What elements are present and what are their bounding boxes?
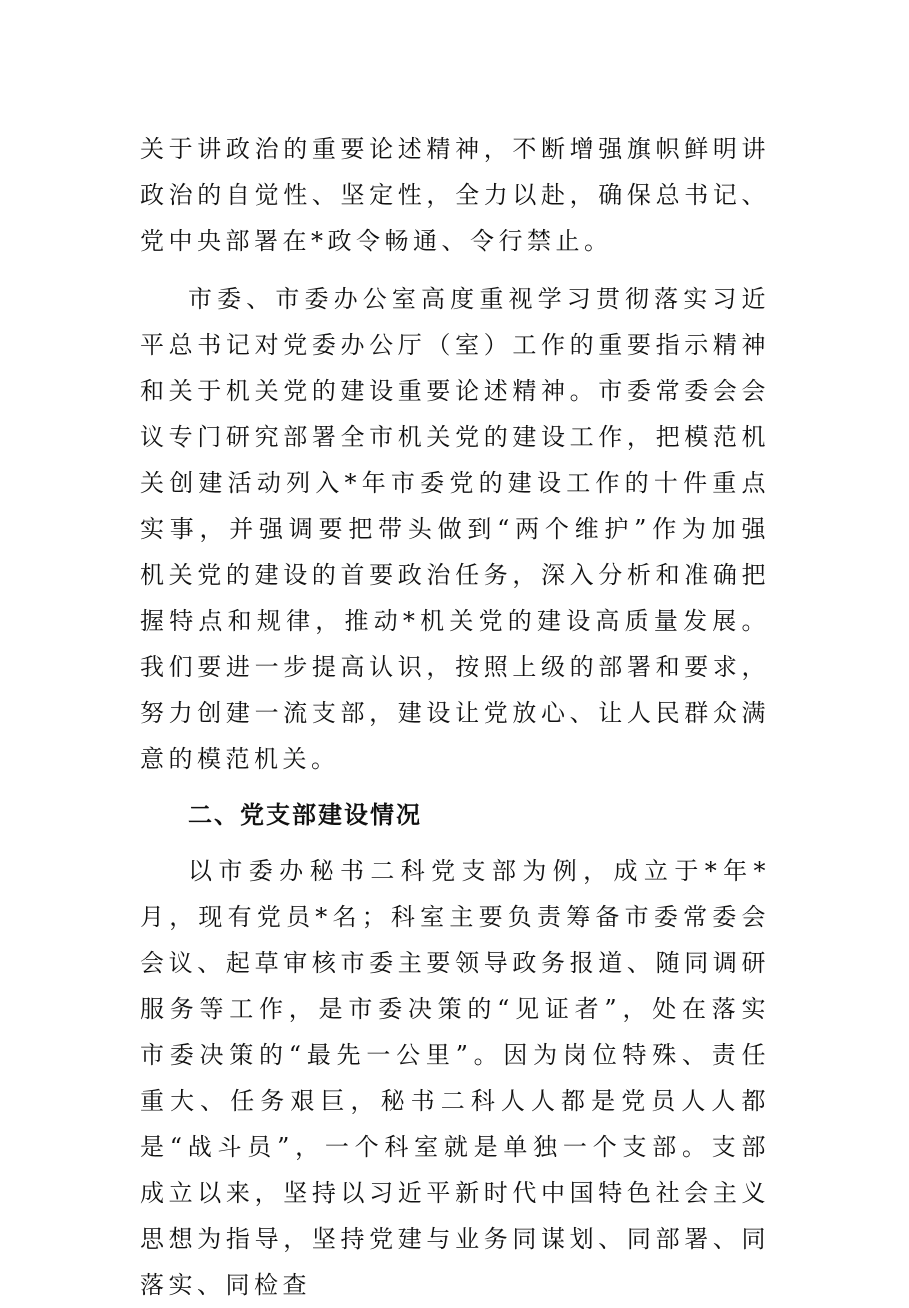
paragraph-city-committee: 市委、市委办公室高度重视学习贯彻落实习近平总书记对党委办公厅（室）工作的重要指示精神和关于机关党的建设重要论述精神。市委常委会会议专门研究部署全市机关党的建设工作，把模范机关创建活动列入*年市委党的建设工作的十件重点实事，并强调要把带头做到“两个维护”作为加强机关党的建设的首要政治任务，深入分析和准确把握特点和规律，推动*机关党的建设高质量发展。我们要进一步提高认识，按照上级的部署和要求，努力创建一流支部，建设让党放心、让人民群众满意的模范机关。 — [140, 285, 770, 773]
paragraph-branch-overview: 以市委办秘书二科党支部为例，成立于*年*月，现有党员*名；科室主要负责筹备市委常委会会议、起草审核市委主要领导政务报道、随同调研服务等工作，是市委决策的“见证者”，处在落实市委决策的“最先一公里”。因为岗位特殊、责任重大、任务艰巨，秘书二科人人都是党员人人都是“战斗员”，一个科室就是单独一个支部。支部成立以来，坚持以习近平新时代中国特色社会主义思想为指导，坚持党建与业务同谋划、同部署、同落实、同检查 — [140, 857, 770, 1299]
document-body — [140, 126, 770, 1308]
paragraph-continuation: 关于讲政治的重要论述精神，不断增强旗帜鲜明讲政治的自觉性、坚定性，全力以赴，确保总书记、党中央部署在*政令畅通、令行禁止。 — [140, 135, 770, 255]
section-heading-party-branch: 二、党支部建设情况 — [188, 801, 422, 829]
